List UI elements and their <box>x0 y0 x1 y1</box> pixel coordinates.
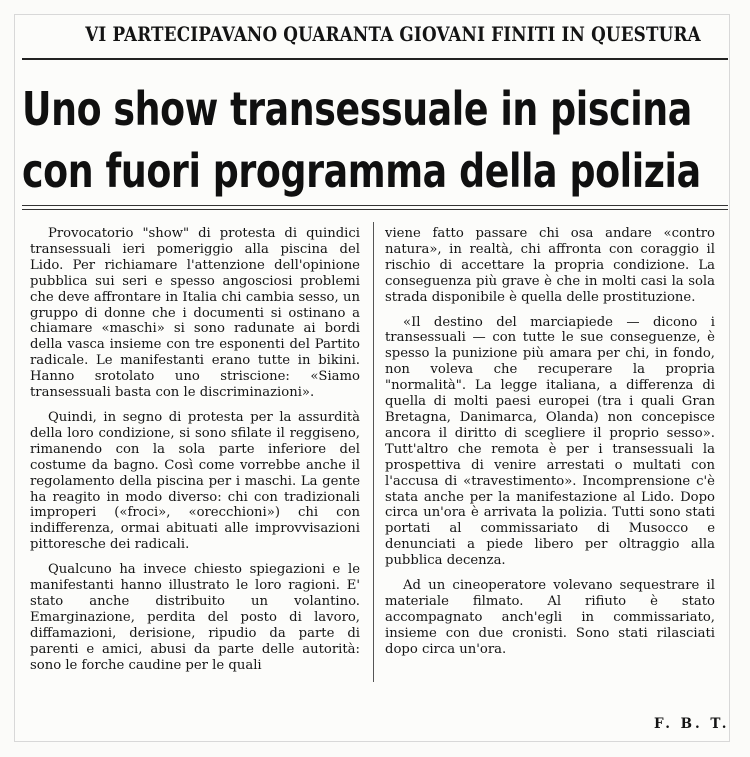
top-rule <box>22 58 728 60</box>
paragraph: Provocatorio "show" di protesta di quindici transessuali ieri pomeriggio alla piscina del Lido. Per richiamare l'attenzione dell'opinione pubblica sui seri e spesso angosciosi problemi che deve affrontare in Italia chi cambia sesso, un gruppo di donne che i documenti si ostinano a chiamare «maschi» si sono radunate ai bordi della vasca insieme con tre esponenti del Partito radicale. Le manifestanti erano tutte in bikini. Hanno srotolato uno striscione: «Siamo transessuali basta con le discriminazioni». <box>30 226 360 401</box>
headline-line-2: con fuori programma della polizia <box>22 144 701 198</box>
paragraph: Quindi, in segno di protesta per la assurdità della loro condizione, si sono sfilate il reggiseno, rimanendo con la sola parte inferiore del costume da bagno. Così come vorrebbe anche il regolamento della piscina per i maschi. La gente ha reagito in modo diverso: chi con tradizionali improperi («froci», «orecchioni») chi con indifferenza, ormai abituati alle improvvisazioni pittoresche dei radicali. <box>30 409 360 553</box>
paragraph: Ad un cineoperatore volevano sequestrare il materiale filmato. Al rifiuto è stato accompagnato anch'egli in commissariato, insieme con due cronisti. Sono stati rilasciati dopo circa un'ora. <box>385 578 715 657</box>
headline-line-1: Uno show transessuale in piscina <box>22 82 692 136</box>
paragraph: viene fatto passare chi osa andare «contro natura», in realtà, chi affronta con coraggio il rischio di accettare la propria condizione. La conseguenza più grave è che in molti casi la sola strada disponibile è quella delle prostituzione. <box>385 226 715 305</box>
headline-rule <box>22 205 728 206</box>
article-overline: VI PARTECIPAVANO QUARANTA GIOVANI FINITI IN QUESTURA <box>85 22 701 46</box>
headline-rule-double <box>22 209 728 210</box>
paragraph: Qualcuno ha invece chiesto spiegazioni e le manifestanti hanno illustrato le loro ragioni. E' stato anche distribuito un volantino. Emarginazione, perdita del posto di lavoro, diffamazioni, derisione, ripudio da parte di parenti e amici, abusi da parte delle autorità: sono le forche caudine per le quali <box>30 562 360 673</box>
paragraph: «Il destino del marciapiede — dicono i transessuali — con tutte le sue conseguenze, è spesso la punizione più amara per chi, in fondo, non voleva che recuperare la propria "normalità". La legge italiana, a differenza di quella di molti paesi europei (tra i quali Gran Bretagna, Danimarca, Olanda) non concepisce ancora il diritto di scegliere il proprio sesso». Tutt'altro che remota è per i transessuali la prospettiva di venire arrestati o multati con l'accusa di «travestimento». Incomprensione c'è stata anche per la manifestazione al Lido. Dopo circa un'ora è arrivata la polizia. Tutti sono stati portati al commissariato di Musocco e denunciati a piede libero per oltraggio alla pubblica decenza. <box>385 314 715 569</box>
right-column <box>385 226 715 658</box>
column-divider <box>373 222 374 682</box>
left-column <box>30 226 360 673</box>
author-signature: F. B. T. <box>654 716 730 732</box>
